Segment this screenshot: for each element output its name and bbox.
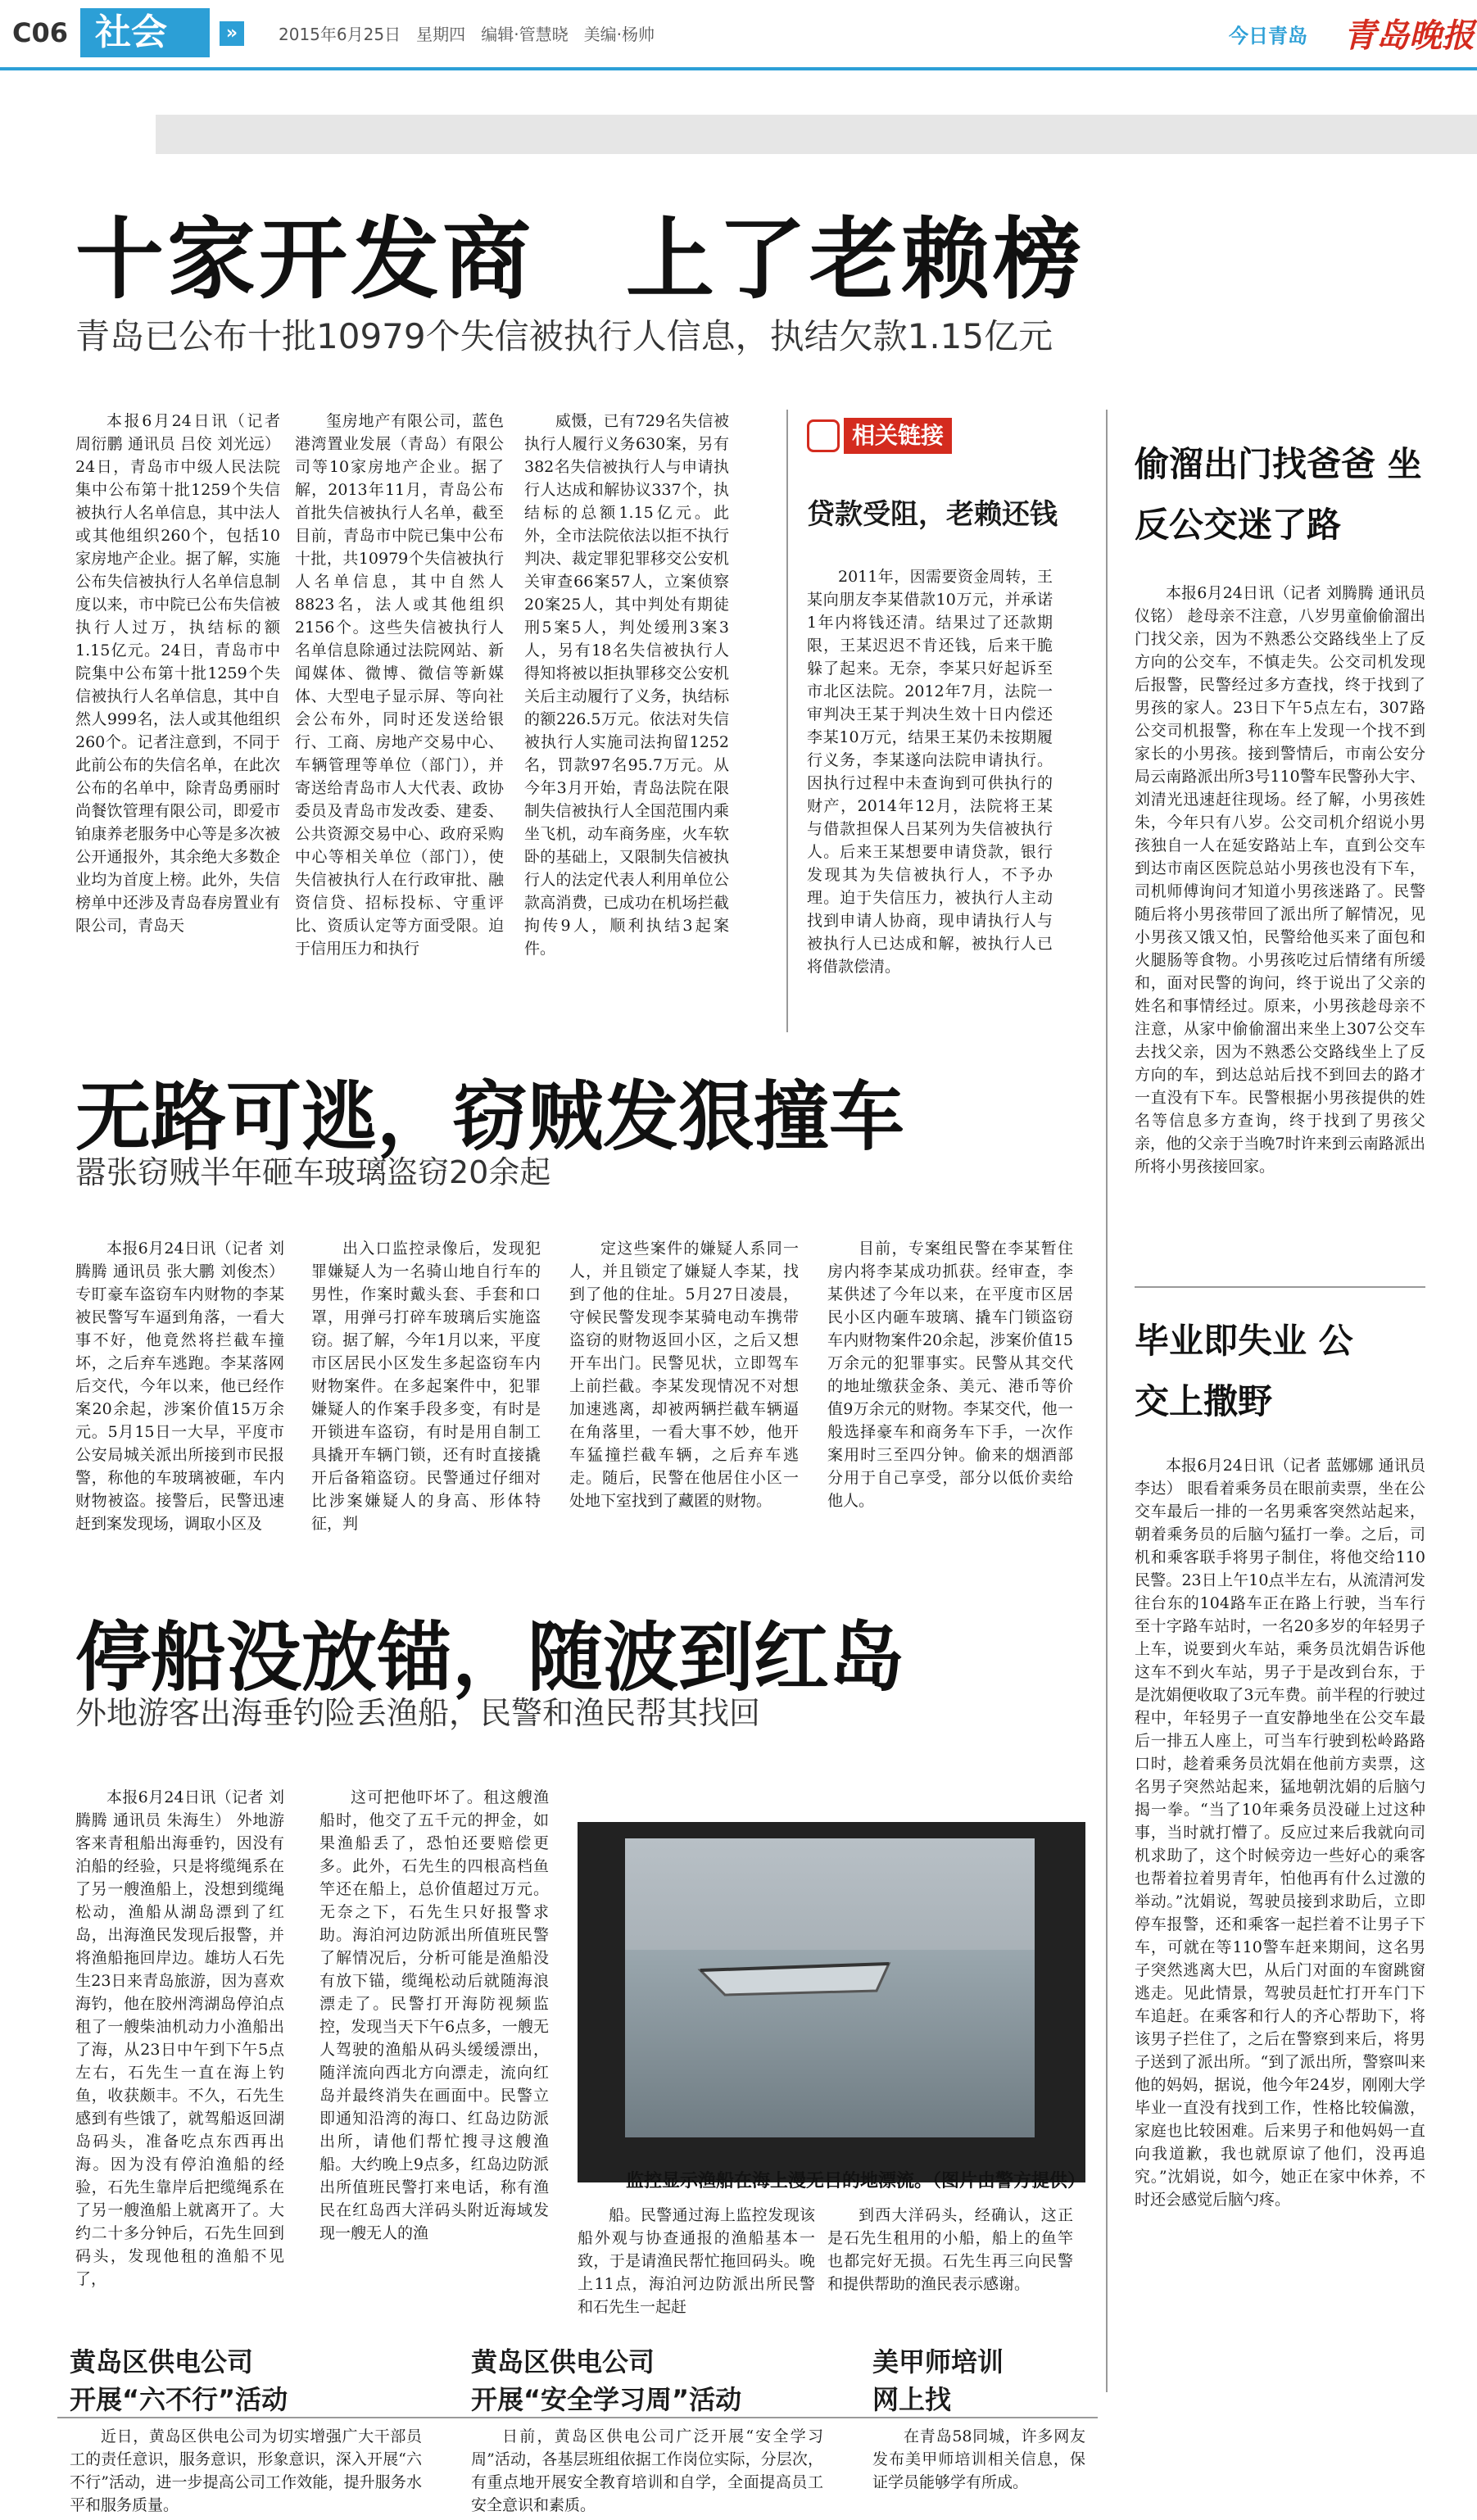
right1-body: 本报6月24日讯（记者 刘腾腾 通讯员 仪铭） 趁母亲不注意，八岁男童偷偷溜出门找父亲，因为不熟悉公交路线坐上了反方向的公交车，不慎走失。公交司机发现后报警，民警经过多方查找，终于找到了男孩的家人。23日下午5点左右，307路公交司机报警，称在车上发现一个找不到家长的小男孩。接到警情后，市南公安分局云南路派出所3号110警车民警孙大宇、刘清光迅速赶往现场。经了解，小男孩姓朱，今年只有八岁。公交司机介绍说小男孩独自一人在延安路站上车，直到公交车到达市南区医院总站小男孩也没有下车，司机师傅询问才知道小男孩迷路了。民警随后将小男孩带回了派出所了解情况，见小男孩又饿又怕，民警给他买来了面包和火腿肠等食物。小男孩吃过后情绪有所缓和，面对民警的询问，终于说出了父亲的姓名和事情经过。原来，小男孩趁母亲不注意，从家中偷偷溜出来坐上307公交车去找父亲，因为不熟悉公交路线坐上了反方向的车，到达总站后找不到回去的路才一直没有下车。民警根据小男孩提供的姓名等信息多方查询，终于找到了男孩父亲，他的父亲于当晚7时许来到云南路派出所将小男孩接回家。: [1135, 584, 1425, 1176]
right1-headline: 偷溜出门找爸爸 坐反公交迷了路: [1135, 444, 1422, 545]
article3-column-4: 到西大洋码头，经确认，这正是石先生租用的小船，船上的鱼竿也都完好无损。石先生再三向民警和提供帮助的渔民表示感谢。: [827, 2206, 1073, 2293]
article3-column-1: 本报6月24日讯（记者 刘腾腾 通讯员 朱海生） 外地游客来青租船出海垂钓，因没有泊船的经验，只是将缆绳系在了另一艘渔船上，没想到缆绳松动，渔船从湖岛漂到了红岛，出海渔民发现后报警，并将渔船拖回岸边。雄坊人石先生23日来青岛旅游，因为喜欢海钓，他在胶州湾湖岛停泊点租了一艘柴油机动力小渔船出了海，从23日中午到下午5点左右，石先生一直在海上钓鱼，收获颇丰。不久，石先生感到有些饿了，就驾船返回湖岛码头，准备吃点东西再出海。因为没有停泊渔船的经验，石先生靠岸后把缆绳系在了另一艘渔船上就离开了。大约二十多分钟后，石先生回到码头，发现他租的渔船不见了，: [75, 1788, 284, 2288]
article1-subhead: 青岛已公布十批10979个失信被执行人信息，执结欠款1.15亿元: [75, 316, 1053, 356]
notice-1-title-line2: 开展“六不行”活动: [70, 2384, 288, 2415]
notice-3: [872, 2343, 1085, 2418]
header-divider: [0, 67, 1477, 70]
related-body: 2011年，因需要资金周转，王某向朋友李某借款10万元，并承诺1年内将钱还清。结果过了还款期限，王某迟迟不肯还钱，后来干脆躲了起来。无奈，李某只好起诉至市北区法院。2012年7月，法院一审判决王某于判决生效十日内偿还李某10万元，结果王某仍未按期履行义务，李某遂向法院申请执行。因执行过程中未查询到可供执行的财产，2014年12月，法院将王某与借款担保人吕某列为失信被执行人。后来王某想要申请贷款，银行发现其为失信被执行人，不予办理。迫于失信压力，被执行人主动找到申请人协商，现申请执行人与被执行人已达成和解，被执行人已将借款偿清。: [807, 568, 1053, 976]
article2-column-4: 目前，专案组民警在李某暂住房内将李某成功抓获。经审查，李某供述了今年以来，在平度市区居民小区内砸车玻璃、撬车门锁盗窃车内财物案件20余起，涉案价值15万余元的犯罪事实。民警从其交代的地址缴获金条、美元、港币等价值9万余元的财物。李某交代，他一般选择豪车和商务车下手，一次作案用时三至四分钟。偷来的烟酒部分用于自己享受，部分以低价卖给他人。: [827, 1240, 1073, 1510]
section-label: 社会: [80, 8, 210, 57]
article3-column-3: 船。民警通过海上监控发现该船外观与协查通报的渔船基本一致，于是请渔民帮忙拖回码头。晚上11点，海泊河边防派出所民警和石先生一起赶: [578, 2206, 815, 2316]
article1-column-2: 玺房地产有限公司，蓝色港湾置业发展（青岛）有限公司等10家房地产企业。据了解，2013年11月，青岛公布首批失信被执行人名单，截至目前，青岛市中院已集中公布十批，共10979个失信被执行人名单信息，其中自然人8823名，法人或其他组织2156个。这些失信被执行人名单信息除通过法院网站、新闻媒体、微博、微信等新媒体、大型电子显示屏、等向社会公布外，同时还发送给银行、工商、房地产交易中心、车辆管理等单位（部门），并寄送给青岛市人大代表、政协委员及青岛市发改委、建委、公共资源交易中心、政府采购中心等相关单位（部门），使失信被执行人在行政审批、融资信贷、招标投标、守重评比、资质认定等方面受限。迫于信用压力和执行: [295, 412, 504, 958]
notice-1-title-line1: 黄岛区供电公司: [70, 2346, 254, 2377]
boat-icon: [692, 1946, 905, 2003]
article2-column-3: 定这些案件的嫌疑人系同一人，并且锁定了嫌疑人李某，找到了他的住址。5月27日凌晨，守候民警发现李某骑电动车携带盗窃的财物返回小区，之后又想开车出门。民警见状，立即驾车上前拦截。李某发现情况不对想加速逃离，却被两辆拦截车辆逼在角落里，一看大事不妙，他开车猛撞拦截车辆，之后弃车逃走。随后，民警在他居住小区一处地下室找到了藏匿的财物。: [569, 1240, 799, 1510]
notice-3-body: 在青岛58同城，许多网友发布美甲师培训相关信息，保证学员能够学有所成。: [872, 2427, 1085, 2491]
article2-column-1: 本报6月24日讯（记者 刘腾腾 通讯员 张大鹏 刘俊杰） 专盯豪车盗窃车内财物的李某被民警写车逼到角落，一看大事不好，他竟然将拦截车撞坏，之后弃车逃跑。李某落网后交代，今年以来，他已经作案20余起，涉案价值15万余元。5月15日一大早，平度市公安局城关派出所接到市民报警，称他的车玻璃被砸，车内财物被盗。接警后，民警迅速赶到案发现场，调取小区及: [75, 1240, 284, 1533]
decorative-bar: [156, 115, 1477, 154]
notice-1: [70, 2343, 422, 2418]
article2-column-2: 出入口监控录像后，发现犯罪嫌疑人为一名骑山地自行车的男性，作案时戴头套、手套和口罩，用弹弓打碎车玻璃后实施盗窃。据了解，今年1月以来，平度市区居民小区发生多起盗窃车内财物案件。在多起案件中，犯罪嫌疑人的作案手段多变，有时是开锁进车盗窃，有时是用自制工具撬开车辆门锁，还有时直接撬开后备箱盗窃。民警通过仔细对比涉案嫌疑人的身高、形体特征，判: [311, 1240, 541, 1533]
notice-2-title-line1: 黄岛区供电公司: [471, 2346, 655, 2377]
article3-column-2: 这可把他吓坏了。租这艘渔船时，他交了五千元的押金，如果渔船丢了，恐怕还要赔偿更多。此外，石先生的四根高档鱼竿还在船上，总价值超过万元。无奈之下，石先生只好报警求助。海泊河边防派出所值班民警了解情况后，分析可能是渔船没有放下锚，缆绳松动后就随海浪漂走了。民警打开海防视频监控，发现当天下午6点多，一艘无人驾驶的渔船从码头缓缓漂出，随洋流向西北方向漂走，流向红岛并最终消失在画面中。民警立即通知沿湾的海口、红岛边防派出所，请他们帮忙搜寻这艘渔船。大约晚上9点多，红岛边防派出所值班民警打来电话，称有渔民在红岛西大洋码头附近海域发现一艘无人的渔: [319, 1788, 549, 2242]
related-link-tag: 相关链接: [844, 418, 952, 454]
newspaper-logo: 青岛晚报: [1343, 16, 1475, 55]
right2-headline: 毕业即失业 公交上撒野: [1135, 1321, 1353, 1421]
right2-body: 本报6月24日讯（记者 蓝娜娜 通讯员 李达） 眼看着乘务员在眼前卖票，坐在公交车最后一排的一名男乘客突然站起来，朝着乘务员的后脑勺猛打一拳。之后，司机和乘客联手将男子制住，将他交给110民警。23日上午10点半左右，从流清河发往台东的104路车正在路上行驶，当车行至十字路车站时，一名20多岁的年轻男子上车，说要到火车站，乘务员沈娟告诉他这车不到火车站，男子于是改到台东，于是沈娟便收取了3元车费。前半程的行驶过程中，年轻男子一直安静地坐在公交车最后一排五人座上，可当车行驶到松岭路路口时，趁着乘务员沈娟在他前方卖票，这名男子突然站起来，猛地朝沈娟的后脑勺揭一拳。“当了10年乘务员没碰上过这种事，当时就打懵了。反应过来后我就向司机求助了，这个时候旁边一些好心的乘客也帮着拉着男青年，怕他再有什么过激的举动。”沈娟说，驾驶员接到求助后，立即停车报警，还和乘客一起拦着不让男子下车，可就在等110警车赶来期间，这名男子突然逃离大巴，从后门对面的车窗跳窗逃走。见此情景，驾驶员赶忙打开车门下车追赶。在乘客和行人的齐心帮助下，将该男子拦住了，之后在警察到来后，将男子送到了派出所。“到了派出所，警察叫来他的妈妈，据说，他今年24岁，刚刚大学毕业一直没有找到工作，性格比较偏激，家庭也比较困难。后来男子和他妈妈一直向我道歉，我也就原谅了他们，没再追究。”沈娟说，如今，她正在家中休养，不时还会感觉后脑勺疼。: [1135, 1457, 1425, 2209]
page-number: C06: [11, 17, 68, 48]
column-label: 今日青岛: [1229, 25, 1307, 48]
right-rail-divider: [1106, 410, 1108, 2392]
column-divider: [786, 410, 788, 1032]
article1-column-1: 本报6月24日讯（记者 周衍鹏 通讯员 吕佼 刘光远） 24日，青岛市中级人民法院集中公布第十批1259个失信被执行人名单信息，其中法人或其他组织260个，包括10家房地产企业。据了解，实施公布失信被执行人名单信息制度以来，市中院已公布失信被执行人过万，执结标的额1.15亿元。24日，青岛市中院集中公布第十批1259个失信被执行人名单信息，其中自然人999名，法人或其他组织260个。记者注意到，不同于此前公布的失信名单，在此次公布的名单中，除青岛勇丽时尚餐饮管理有限公司，即爱市铂康养老服务中心等是多次被公开通报外，其余绝大多数企业均为首度上榜。此外，失信榜单中还涉及青岛春房置业有限公司，青岛天: [75, 412, 280, 935]
section-arrow-icon: »: [220, 21, 244, 46]
notice-3-title-line2: 网上找: [872, 2384, 952, 2415]
notice-2-title-line2: 开展“安全学习周”活动: [471, 2384, 742, 2415]
article1-column-3: 威慑，已有729名失信被执行人履行义务630案，另有382名失信被执行人与申请执行人达成和解协议337个，执结标的总额1.15亿元。此外，全市法院依法以拒不执行判决、裁定罪犯罪移交公安机关审查66案57人，立案侦察20案25人，其中判处有期徒刑5案5人，判处缓刑3案3人，另有18名失信被执行人得知将被以拒执罪移交公安机关后主动履行了义务，执结标的额226.5万元。依法对失信被执行人实施司法拘留1252名，罚款97名95.7万元。从今年3月开始，青岛法院在限制失信被执行人全国范围内乘坐飞机，动车商务座，火车软卧的基础上，又限制失信被执行人的法定代表人利用单位公款高消费，已成功在机场拦截拘传9人，顺利执结3起案件。: [524, 412, 729, 958]
article3-subhead: 外地游客出海垂钓险丢渔船，民警和渔民帮其找回: [75, 1695, 761, 1731]
related-title: 贷款受阻，老赖还钱: [807, 498, 1058, 531]
photo-caption: 监控显示渔船在海上漫无目的地漂流。（图片由警方提供）: [625, 2171, 1085, 2191]
date-line: 2015年6月25日 星期四 编辑·管慧晓 美编·杨帅: [279, 25, 655, 44]
article2-headline: 无路可逃，窃贼发狠撞车: [75, 1073, 905, 1161]
link-tag-icon: [807, 419, 840, 452]
notice-3-title-line1: 美甲师培训: [872, 2346, 1004, 2377]
right-divider: [1135, 1286, 1425, 1288]
notice-2: [471, 2343, 823, 2418]
notice-1-body: 近日，黄岛区供电公司为切实增强广大干部员工的责任意识，服务意识，形象意识，深入开展“六不行”活动，进一步提高公司工作效能，提升服务水平和服务质量。: [70, 2427, 422, 2514]
notice-2-body: 日前，黄岛区供电公司广泛开展“安全学习周”活动，各基层班组依据工作岗位实际，分层次，有重点地开展安全教育培训和自学，全面提高员工安全意识和素质。: [471, 2427, 823, 2514]
article3-headline: 停船没放锚，随波到红岛: [75, 1614, 905, 1702]
article2-subhead: 嚣张窃贼半年砸车玻璃盗窃20余起: [75, 1154, 551, 1190]
article1-headline: 十家开发商 上了老赖榜: [75, 209, 1085, 311]
